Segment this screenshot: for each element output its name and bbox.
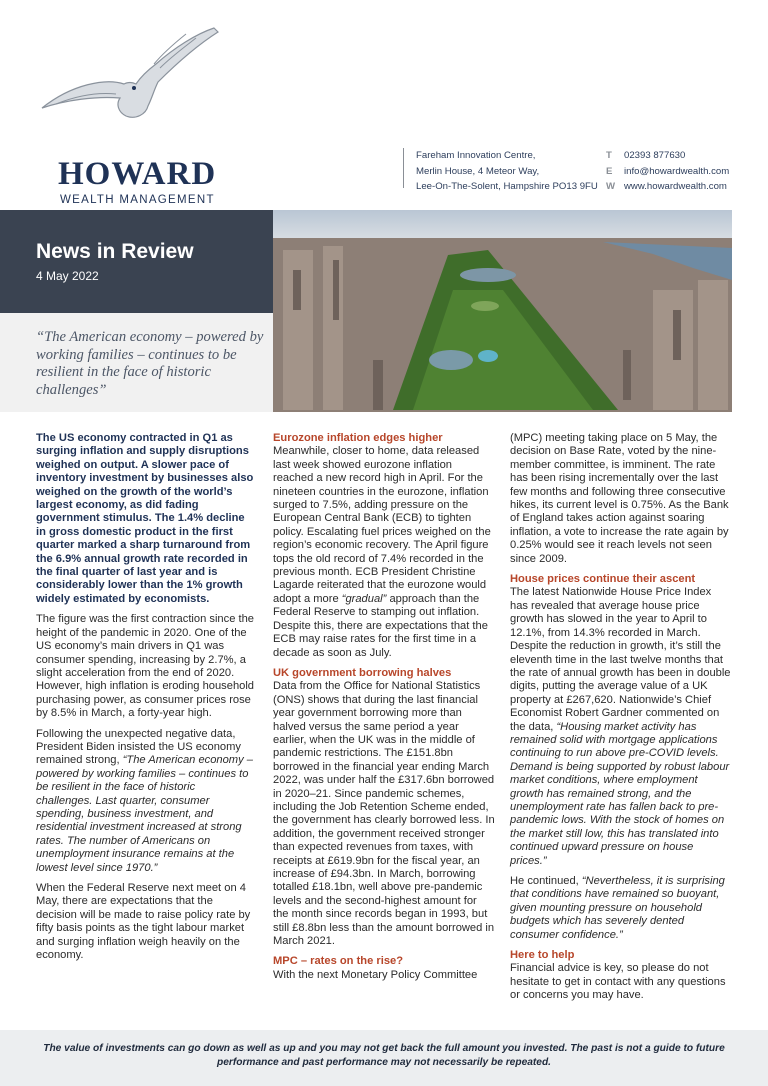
- phone-value[interactable]: 02393 877630: [624, 150, 686, 161]
- contact-website: [606, 179, 729, 195]
- title-banner: [0, 210, 273, 313]
- logo-wordmark: HOWARD: [58, 156, 217, 192]
- section-heading-help: Here to help: [510, 949, 575, 962]
- paragraph: [273, 445, 495, 660]
- paragraph-text: The latest Nationwide House Price Index has revealed that average house price growth has slowed in the year to April to 12.1%, from 14.3% recorded in March. Despite the reduction in growth, it’s still the eleventh time in the last twelve months that the rate of annual growth has been in double digits, putting the average value of a UK property at £267,620. Nationwide’s Chief Economist Robert Gardner commented on the data,: [510, 586, 731, 733]
- address-line-2: Merlin House, 4 Meteor Way,: [416, 165, 540, 177]
- paragraph-text: He continued,: [510, 875, 582, 887]
- paragraph: When the Federal Reserve next meet on 4 May, there are expectations that the decision will be made to raise policy rate by fifty basis points as the tight labour market and surging inflation weigh heavily on the economy.: [36, 882, 251, 962]
- paragraph: [36, 728, 254, 875]
- disclaimer-text: The value of investments can go down as well as up and you may not get back the full amount you invested. The past is not a guide to future performance and past performance may not necessarily be repeated.: [43, 1043, 725, 1068]
- paragraph: With the next Monetary Policy Committee: [273, 968, 478, 981]
- lead-paragraph: The US economy contracted in Q1 as surging inflation and supply disruptions weighed on output. A slower pace of inventory investment by businesses also weighed on the growth of the world’s largest economy, as did fading government stimulus. The 1.4% decline in gross domestic product in the first quarter marked a sharp turnaround from the 6.9% annual growth rate recorded in the final quarter of last year and is considerably lower than the 1% growth widely estimated by economists.: [36, 432, 254, 605]
- paragraph-text: Following the unexpected negative data, President Biden insisted the US economy remained strong,: [36, 727, 241, 767]
- gardner-quote: “Housing market activity has remained solid with mortgage applications continuing to run above pre-COVID levels. Demand is being supported by robust labour market conditions, where employment growth has remained strong, and the unemployment rate has fallen back to pre-pandemic lows. With the stock of homes on the market still low, this has translated into continued upward pressure on house prices.”: [510, 720, 730, 867]
- contact-phone: [606, 148, 729, 164]
- paragraph-text: approach than the Federal Reserve to stamping out inflation. Despite this, there are expectations that the ECB may raise rates for the first time in a decade as soon as July.: [273, 592, 488, 659]
- email-key: E: [606, 165, 613, 177]
- section-heading-mpc: MPC – rates on the rise?: [273, 955, 404, 968]
- pull-quote-box: [0, 313, 273, 412]
- paragraph: Financial advice is key, so please do not hesitate to get in contact with any questions or concerns you may have.: [510, 962, 726, 1002]
- article-column-2: [273, 432, 495, 989]
- city-photo-icon: [273, 210, 732, 412]
- issue-date: 4 May 2022: [36, 269, 99, 283]
- paragraph: (MPC) meeting taking place on 5 May, the decision on Base Rate, voted by the nine-member committee, is imminent. The rate has been rising incrementally over the last few months and following three consecutive hikes, its current level is 0.75%. As the Bank of England takes action against soaring inflation, a vote to increase the rate again by 0.25% would see it reach levels not seen since 2009.: [510, 432, 729, 565]
- paragraph: [510, 586, 732, 868]
- article-column-3: [510, 432, 732, 1010]
- footer-disclaimer-bar: [0, 1030, 768, 1086]
- website-key: W: [606, 181, 616, 192]
- paragraph: The figure was the first contraction since the height of the pandemic in 2020. One of the US economy’s main drivers in Q1 was consumer spending, increasing by 2.7%, a slight acceleration from the end of 2020. However, high inflation is eroding household purchasing power, as consumer prices rose by 8.5% in March, a forty-year high.: [36, 613, 255, 720]
- address-line-3: Lee-On-The-Solent, Hampshire PO13 9FU: [416, 181, 598, 192]
- paragraph-text: Meanwhile, closer to home, data released last week showed eurozone inflation reached a new record high in April. For the nineteen countries in the eurozone, inflation surged to 7.5%, adding pressure on the European Central Bank (ECB) to tighten policy. Escalating fuel prices weighed on the region’s economic recovery. The April figure tops the old record of 7.4% recorded in the previous month. ECB President Christine Lagarde reiterated that the eurozone would adopt a more: [273, 445, 491, 605]
- section-heading-eurozone: Eurozone inflation edges higher: [273, 432, 443, 444]
- section-heading-house-prices: House prices continue their ascent: [510, 573, 696, 586]
- contact-email: [606, 164, 729, 180]
- logo-subtitle: WEALTH MANAGEMENT: [60, 194, 215, 206]
- central-park-aerial-photo: [273, 210, 732, 412]
- paragraph: [510, 875, 732, 942]
- company-logo: [36, 24, 226, 206]
- email-value[interactable]: info@howardwealth.com: [624, 165, 730, 177]
- article-column-1: [36, 432, 254, 969]
- address-line-1: Fareham Innovation Centre,: [416, 150, 536, 161]
- owl-logo-icon: [36, 24, 226, 134]
- office-address: [403, 148, 598, 192]
- phone-key: T: [606, 150, 612, 161]
- page-title: News in Review: [36, 240, 194, 263]
- pull-quote: “The American economy – powered by working families – continues to be resilient in the face of historic challenges”: [36, 329, 264, 398]
- section-heading-uk-borrowing: UK government borrowing halves: [273, 666, 452, 679]
- gradual-quote: “gradual”: [341, 592, 387, 605]
- contact-details: [606, 148, 729, 195]
- biden-quote: “The American economy – powered by working families – continues to be resilient in the face of historic challenges. Last quarter, consumer spending, business investment, and residential investment increased at strong rates. The number of Americans on unemployment insurance remains at the lowest level since 1970.”: [36, 754, 253, 874]
- paragraph: Data from the Office for National Statistics (ONS) shows that during the last financial year government borrowing more than halved versus the same period a year earlier, when the UK was in the middle of pandemic restrictions. The £151.8bn borrowed in the financial year ending March 2022, was under half the £317.6bn borrowed in 2020–21. Since pandemic schemes, including the Job Retention Scheme ended, the government has clearly borrowed less. In addition, the government received stronger than expected revenues from taxes, with receipts at £619.9bn for the fiscal year, an increase of £94.3bn. In March, borrowing totalled £18.1bn, well above pre-pandemic levels and the second-highest amount for the month since records began in 1993, but still £8.8bn less than the amount borrowed in March 2021.: [273, 680, 495, 948]
- gardner-quote-2: “Nevertheless, it is surprising that conditions have remained so buoyant, given mounting pressure on household budgets which has severely dented consumer confidence.”: [510, 875, 725, 941]
- website-value[interactable]: www.howardwealth.com: [624, 181, 727, 192]
